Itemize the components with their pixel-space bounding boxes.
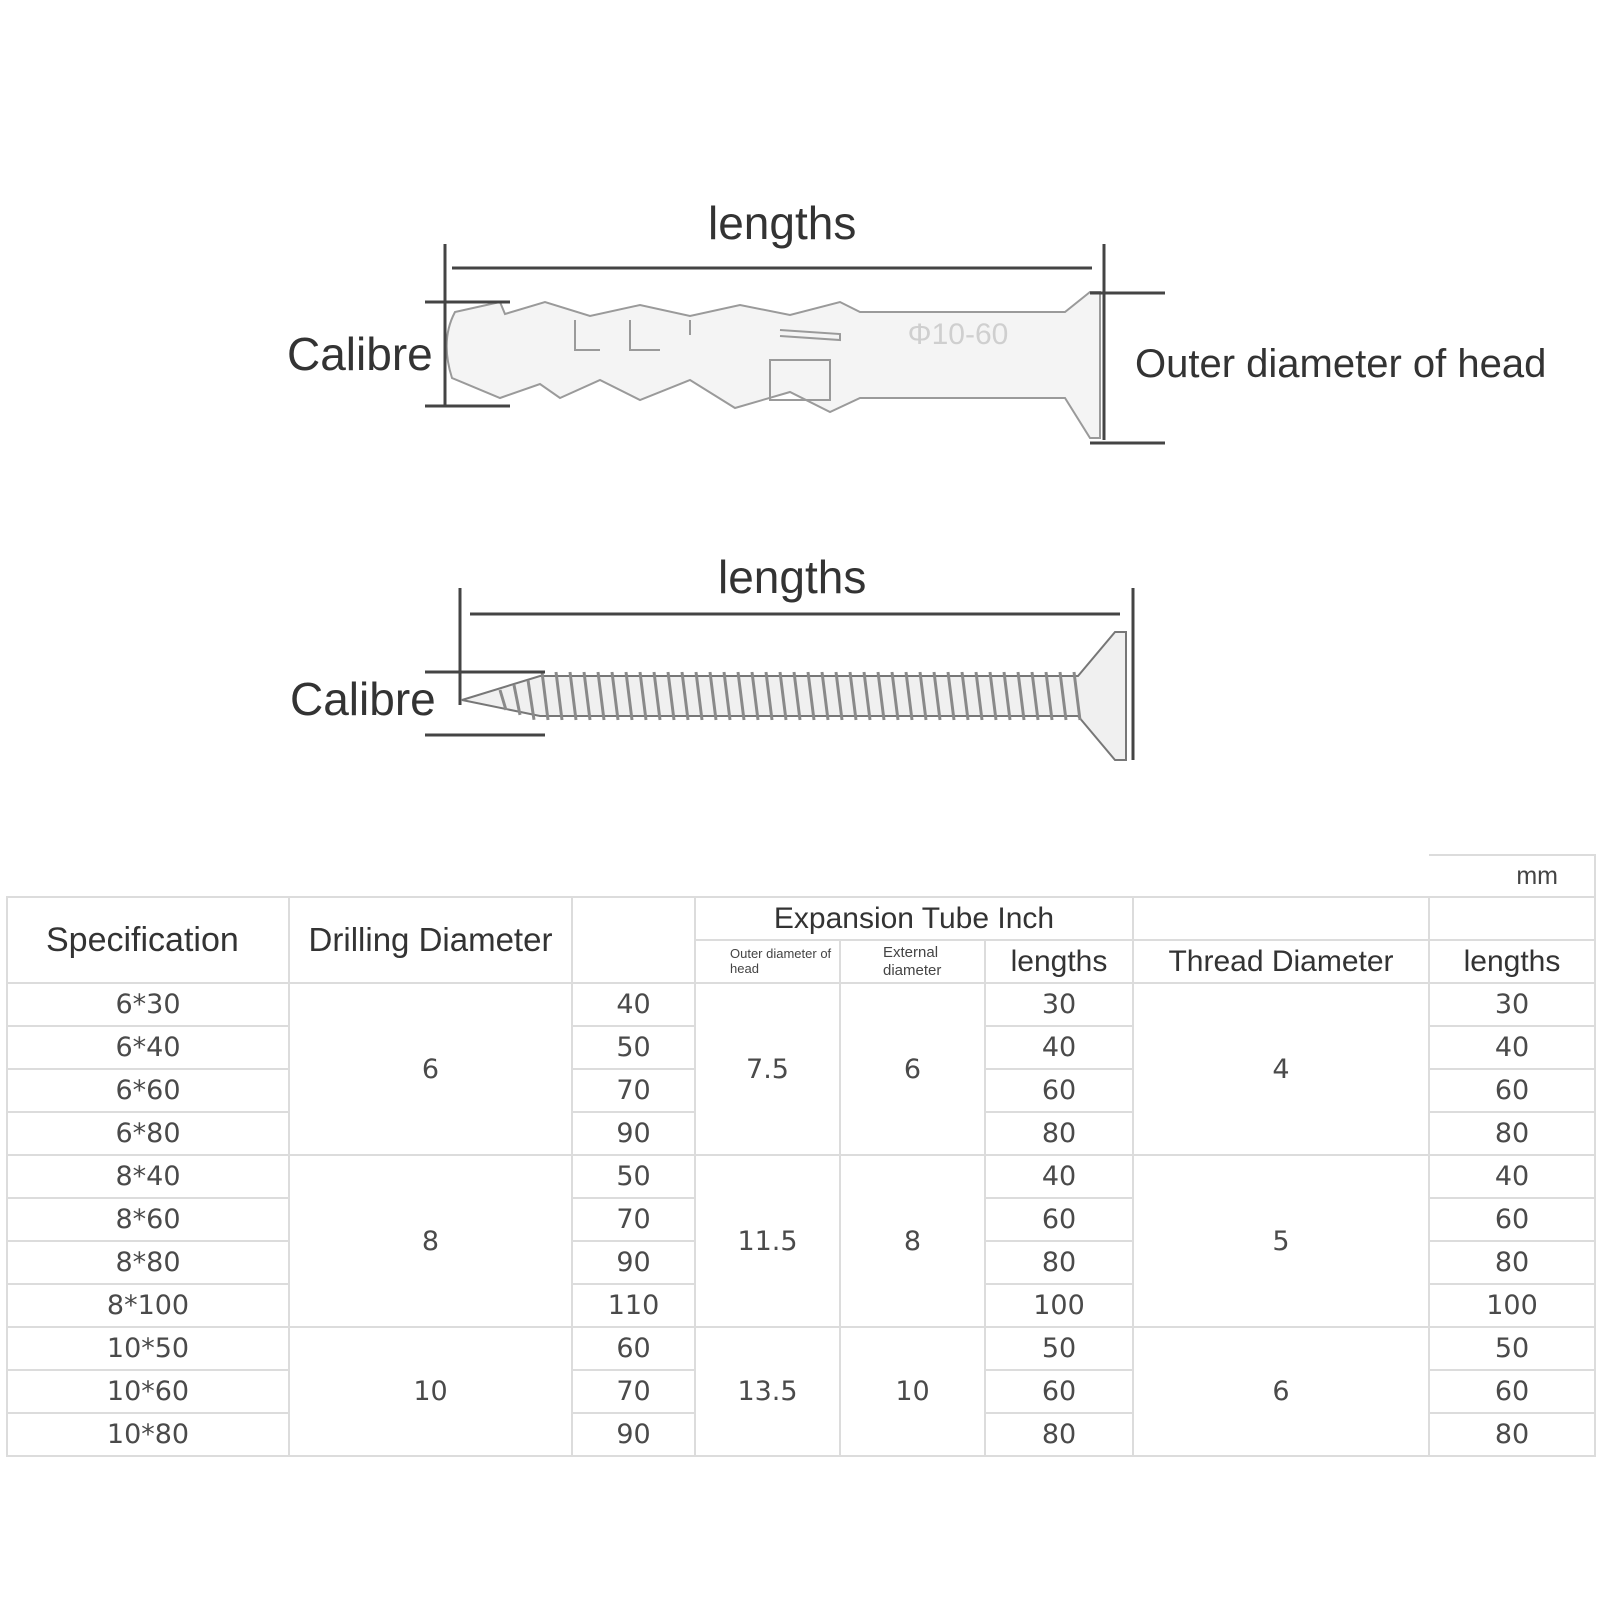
spec-cell: 8*60 (7, 1198, 289, 1241)
thread-diameter-cell: 4 (1133, 983, 1429, 1155)
anchor-stamp: Φ10-60 (907, 318, 1009, 351)
screw-length-cell: 80 (1429, 1413, 1595, 1456)
screw-length-cell: 60 (1429, 1069, 1595, 1112)
tube-length-cell: 80 (985, 1112, 1133, 1155)
drill-depth-cell: 90 (572, 1241, 695, 1284)
spec-cell: 10*80 (7, 1413, 289, 1456)
drilling-diameter-cell: 8 (289, 1155, 572, 1327)
spec-cell: 8*100 (7, 1284, 289, 1327)
thread-diameter-cell: 5 (1133, 1155, 1429, 1327)
drilling-diameter-cell: 6 (289, 983, 572, 1155)
tube-length-cell: 40 (985, 1155, 1133, 1198)
unit-label: mm (1429, 855, 1595, 897)
outer-head-cell: 11.5 (695, 1155, 840, 1327)
screw-length-cell: 100 (1429, 1284, 1595, 1327)
external-diameter-cell: 10 (840, 1327, 985, 1456)
external-diameter-cell: 8 (840, 1155, 985, 1327)
drill-depth-cell: 70 (572, 1069, 695, 1112)
header-specification: Specification (7, 897, 289, 983)
specification-table (6, 854, 1596, 1457)
table-row (7, 1155, 1595, 1198)
outer-head-cell: 7.5 (695, 983, 840, 1155)
external-diameter-cell: 6 (840, 983, 985, 1155)
screw-length-cell: 30 (1429, 983, 1595, 1026)
expansion-anchor-drawing (447, 292, 1100, 438)
drill-depth-cell: 50 (572, 1155, 695, 1198)
spec-cell: 6*60 (7, 1069, 289, 1112)
screw-length-label: lengths (718, 551, 867, 603)
header-drilling-diameter: Drilling Diameter (289, 897, 572, 983)
spec-cell: 6*40 (7, 1026, 289, 1069)
screw-calibre-label: Calibre (290, 673, 436, 725)
anchor-length-label: lengths (708, 197, 857, 249)
screw-length-cell: 60 (1429, 1198, 1595, 1241)
spec-cell: 8*40 (7, 1155, 289, 1198)
drill-depth-cell: 90 (572, 1413, 695, 1456)
spec-cell: 10*50 (7, 1327, 289, 1370)
tube-length-cell: 60 (985, 1069, 1133, 1112)
spec-cell: 8*80 (7, 1241, 289, 1284)
unit-row (7, 855, 1595, 897)
drill-depth-cell: 60 (572, 1327, 695, 1370)
thread-diameter-cell: 6 (1133, 1327, 1429, 1456)
header-drill-depth (572, 897, 695, 983)
header-external-diameter: External diameter (840, 940, 985, 983)
table-row (7, 983, 1595, 1026)
header-outer-diameter-of-head: Outer diameter of head (695, 940, 840, 983)
header-tube-lengths: lengths (985, 940, 1133, 983)
tube-length-cell: 60 (985, 1370, 1133, 1413)
tube-length-cell: 60 (985, 1198, 1133, 1241)
screw-length-cell: 80 (1429, 1112, 1595, 1155)
header-screw-lengths: lengths (1429, 940, 1595, 983)
drill-depth-cell: 110 (572, 1284, 695, 1327)
screw-length-cell: 50 (1429, 1327, 1595, 1370)
tube-length-cell: 80 (985, 1241, 1133, 1284)
screw-drawing (462, 632, 1126, 760)
tube-length-cell: 100 (985, 1284, 1133, 1327)
anchor-calibre-label: Calibre (287, 328, 433, 380)
drill-depth-cell: 70 (572, 1370, 695, 1413)
drill-depth-cell: 40 (572, 983, 695, 1026)
screw-length-cell: 40 (1429, 1026, 1595, 1069)
header-row-1 (7, 897, 1595, 940)
spec-cell: 6*80 (7, 1112, 289, 1155)
header-thread-diameter: Thread Diameter (1133, 940, 1429, 983)
drill-depth-cell: 50 (572, 1026, 695, 1069)
drill-depth-cell: 90 (572, 1112, 695, 1155)
drilling-diameter-cell: 10 (289, 1327, 572, 1456)
screw-length-cell: 40 (1429, 1155, 1595, 1198)
tube-length-cell: 40 (985, 1026, 1133, 1069)
drill-depth-cell: 70 (572, 1198, 695, 1241)
spec-cell: 10*60 (7, 1370, 289, 1413)
tube-length-cell: 50 (985, 1327, 1133, 1370)
anchor-head-diameter-label: Outer diameter of head (1135, 342, 1547, 386)
tube-length-cell: 30 (985, 983, 1133, 1026)
header-expansion-tube: Expansion Tube Inch (695, 897, 1133, 940)
screw-length-cell: 80 (1429, 1241, 1595, 1284)
spec-cell: 6*30 (7, 983, 289, 1026)
screw-length-cell: 60 (1429, 1370, 1595, 1413)
table-row (7, 1327, 1595, 1370)
tube-length-cell: 80 (985, 1413, 1133, 1456)
outer-head-cell: 13.5 (695, 1327, 840, 1456)
